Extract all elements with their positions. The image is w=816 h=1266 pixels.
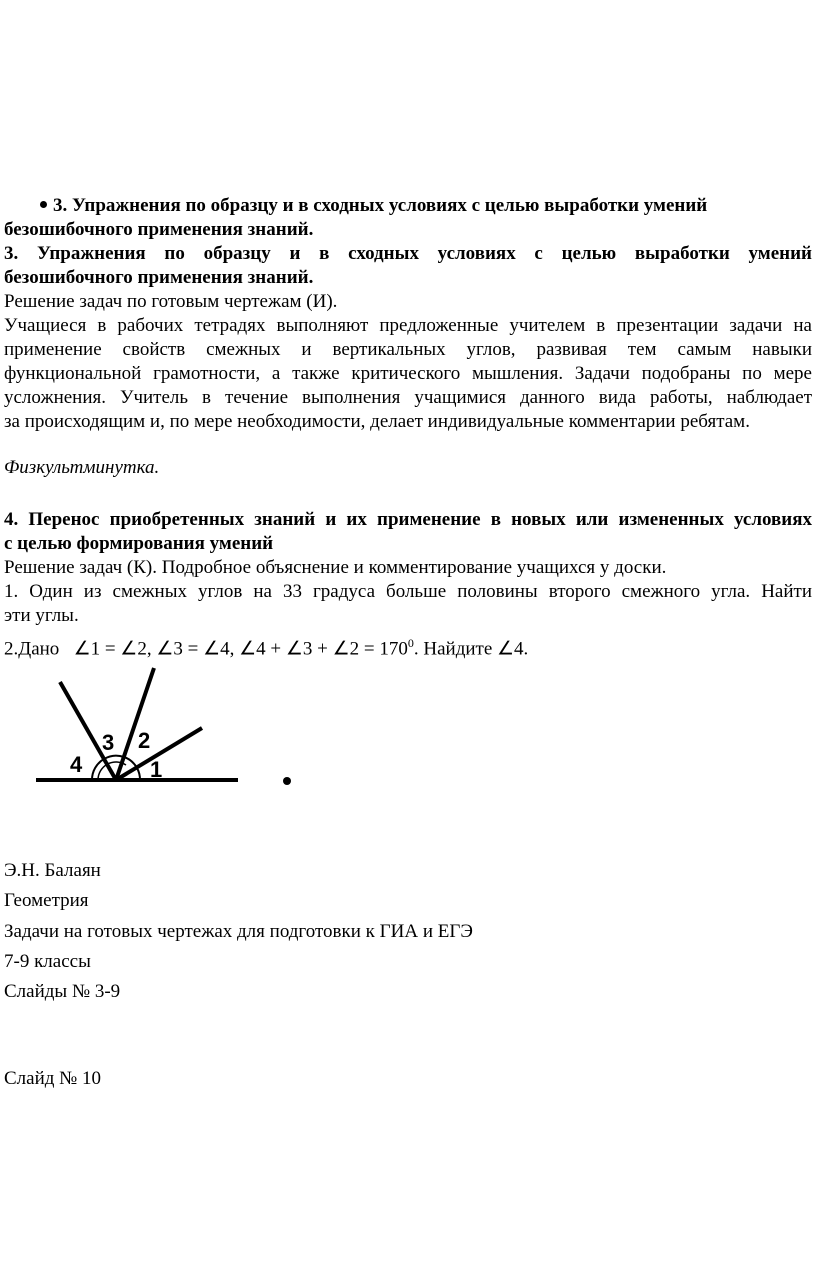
section4-heading-line2: с целью формирования умений (4, 533, 274, 554)
task1-line2: эти углы. (4, 605, 79, 626)
section3-method: Решение задач по готовым чертежам (И). (4, 291, 338, 312)
reference-grades: 7-9 классы (4, 951, 91, 972)
task2-prefix: 2.Дано (4, 638, 60, 660)
angle-label-2: 2 (138, 728, 151, 753)
fizkultminutka-label: Физкультминутка. (4, 457, 160, 478)
reference-title: Задачи на готовых чертежах для подготовки к ГИА и ЕГЭ (4, 921, 473, 942)
section4-method: Решение задач (К). Подробное объяснение и комментирование учащихся у доски. (4, 557, 667, 578)
arc-angle-2 (124, 757, 137, 768)
section3-paragraph-line: Учащиеся в рабочих тетрадях выполняют предложенные учителем в презентации задачи на (4, 315, 812, 336)
bullet-dot-decoration (283, 777, 291, 785)
section3-paragraph-line: применение свойств смежных и вертикальных углов, развивая тем самым навыки (4, 339, 812, 360)
task2-suffix: . Найдите ∠4. (413, 638, 529, 660)
bullet-icon (40, 201, 47, 208)
angles-figure (0, 660, 260, 795)
section3-paragraph-line: функциональной грамотности, а также критического мышления. Задачи подобраны по мере (4, 363, 812, 384)
reference-author: Э.Н. Балаян (4, 860, 101, 881)
arc-angle-3 (104, 756, 124, 759)
task2-line (4, 631, 528, 661)
section3-heading-line1: 3. Упражнения по образцу и в сходных условиях с целью выработки умений (4, 243, 812, 264)
angle-label-3: 3 (102, 730, 115, 755)
task2-degree: 0 (407, 636, 414, 650)
angle-label-1: 1 (150, 757, 163, 782)
task2-formula: ∠1 = ∠2, ∠3 = ∠4, ∠4 + ∠3 + ∠2 = 170 (73, 638, 408, 660)
reference-subject: Геометрия (4, 890, 89, 911)
section3-paragraph-line: за происходящим и, по мере необходимости, делает индивидуальные комментарии ребятам. (4, 411, 750, 432)
task1-line1: 1. Один из смежных углов на 33 градуса больше половины второго смежного угла. Найти (4, 581, 812, 602)
angle-label-4: 4 (70, 752, 83, 777)
section3-paragraph-line: усложнения. Учитель в течение выполнения учащимися данного вида работы, наблюдает (4, 387, 812, 408)
slide-10-label: Слайд № 10 (4, 1068, 102, 1089)
section3-heading-line2: безошибочного применения знаний. (4, 267, 314, 288)
reference-slides: Слайды № 3-9 (4, 981, 121, 1002)
section4-heading-line1: 4. Перенос приобретенных знаний и их применение в новых или измененных условиях (4, 509, 812, 530)
bullet-heading-line2: безошибочного применения знаний. (4, 219, 314, 240)
bullet-heading-section3: 3. Упражнения по образцу и в сходных условиях с целью выработки умений (40, 194, 707, 218)
